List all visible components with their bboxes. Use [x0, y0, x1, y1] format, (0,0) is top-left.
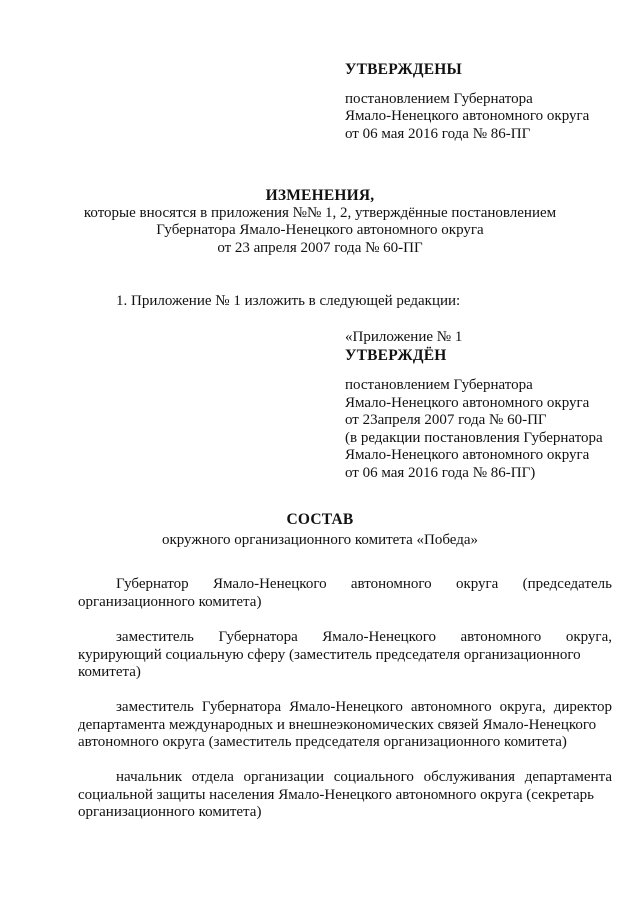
member-line: департамента международных и внешнеэкономических связей Ямало-Ненецкого: [78, 716, 597, 733]
member-word: автономного: [350, 576, 432, 592]
member-word: заместитель: [116, 629, 194, 645]
item-1: [116, 293, 460, 311]
member-paragraph: [78, 576, 612, 611]
member-line: социальной защиты населения Ямало-Ненецкого автономного округа (секретарь: [78, 786, 594, 803]
changes-line: которые вносятся в приложения №№ 1, 2, утверждённые постановлением: [83, 204, 557, 221]
member-word: автономного: [460, 629, 542, 645]
appendix-line: от 23апреля 2007 года № 60-ПГ: [345, 412, 547, 428]
appendix-line: (в редакции постановления Губернатора: [345, 429, 603, 446]
approval-line: постановлением Губернатора: [345, 90, 533, 107]
approval-line: от 06 мая 2016 года № 86-ПГ: [345, 125, 531, 142]
approval-block-top: [345, 61, 615, 143]
member-paragraph: [78, 699, 612, 752]
changes-block: [0, 187, 640, 257]
appendix-line: от 06 мая 2016 года № 86-ПГ): [345, 464, 536, 481]
member-paragraph: [78, 769, 612, 822]
appendix-line: Ямало-Ненецкого автономного округа: [345, 447, 590, 463]
appendix-label: «Приложение № 1: [345, 329, 463, 345]
item-1-text: 1. Приложение № 1 изложить в следующей редакции:: [116, 293, 461, 309]
member-first-line: заместитель Губернатора Ямало-Ненецкого автономного округа, директор: [116, 699, 612, 715]
member-first-line: [78, 576, 612, 594]
member-word: округа: [455, 576, 499, 592]
member-first-line: начальник отдела организации социального обслуживания департамента: [116, 769, 612, 785]
member-line: курирующий социальную сферу (заместитель председателя организационного: [78, 646, 581, 663]
approval-line: Ямало-Ненецкого автономного округа: [345, 108, 590, 124]
changes-title: ИЗМЕНЕНИЯ,: [265, 187, 375, 204]
composition-subtitle: окружного организационного комитета «Победа»: [161, 531, 479, 548]
member-paragraph: [78, 629, 612, 682]
composition-title: СОСТАВ: [286, 511, 354, 528]
appendix-approval-block: [345, 329, 615, 482]
member-word: (председатель: [522, 576, 612, 592]
member-word: Ямало-Ненецкого: [322, 629, 436, 645]
changes-line: от 23 апреля 2007 года № 60-ПГ: [217, 239, 423, 256]
composition-block: [0, 511, 640, 549]
member-word: округа,: [565, 629, 612, 645]
appendix-line: Ямало-Ненецкого автономного округа: [345, 394, 590, 411]
member-word: Губернатора: [218, 629, 298, 645]
member-first-line: [78, 629, 612, 647]
appendix-line: постановлением Губернатора: [345, 377, 533, 393]
approval-heading: УТВЕРЖДЕНЫ: [345, 61, 462, 78]
member-line: организационного комитета): [78, 804, 262, 820]
member-line: автономного округа (заместитель председателя организационного комитета): [78, 734, 567, 750]
appendix-heading: УТВЕРЖДЁН: [345, 346, 447, 364]
changes-line: Губернатора Ямало-Ненецкого автономного округа: [156, 222, 484, 238]
member-word: Ямало-Ненецкого: [212, 576, 327, 592]
member-word: Губернатор: [116, 576, 189, 592]
member-line: комитета): [78, 664, 141, 680]
member-line: организационного комитета): [78, 593, 262, 610]
